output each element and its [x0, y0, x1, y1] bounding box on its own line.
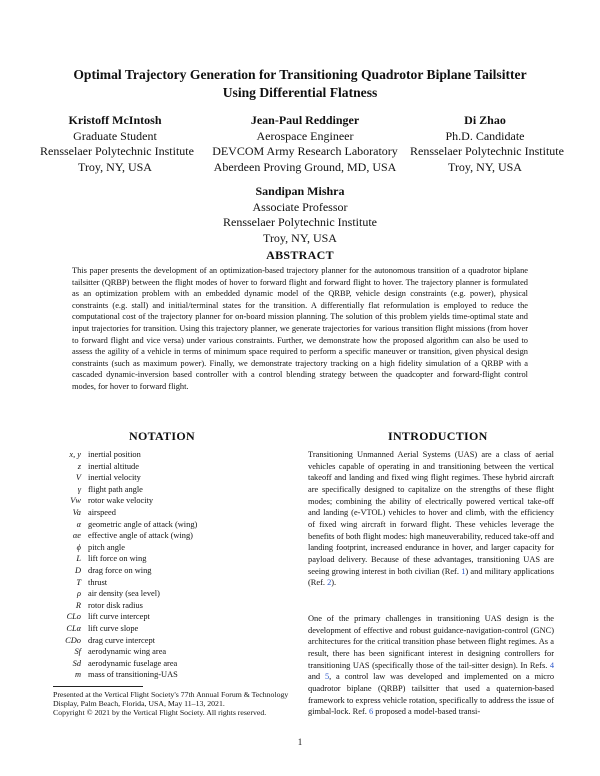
notation-description: mass of transitioning-UAS: [88, 670, 178, 680]
notation-symbol: CLα: [66, 623, 81, 633]
notation-item: [56, 611, 276, 623]
notation-item: [56, 507, 276, 519]
notation-symbol: V: [75, 473, 81, 483]
citation-link[interactable]: 1: [461, 566, 466, 576]
notation-description: effective angle of attack (wing): [88, 531, 193, 541]
author-name: Sandipan Mishra: [255, 184, 345, 198]
notation-symbol: CLo: [66, 612, 81, 622]
abstract-body: This paper presents the development of an optimization-based trajectory planner for the autonomous transition of a quadrotor biplane tailsitter (QRBP) between the flight modes of hover to forward flight and forward flight to hover. The trajectory planner is formulated as an optimization problem with an embedded dynamic model of the QRBP, vehicle design constraints (e.g. power), physical constraints (e.g. stall) and initial/terminal states for the transition. A differentially flat reformulation is employed to reduce the computational cost of the trajectory planner for on-board mission planning. The solution of this problem yields time-optimal state and input trajectories for transition. Using this trajectory planner, we generate trajectories for various transition flight missions (from hover to forward flight and vice versa) under various constraints. Further, we demonstrate how the proposed algorithm can also be used to assess the agility of a vehicle in terms of minimum space required to perform a specific maneuver or transition, given physical design constraints (such as maximum power). Finally, we demonstrate trajectory tracking on a high fidelity simulation of a QRBP with a cascaded dynamic-inversion based controller with a control blending strategy between the quadcopter and forward-flight control modes, for hover to forward flight.: [72, 266, 528, 391]
notation-symbol: m: [74, 670, 81, 680]
author-role: Graduate Student: [73, 128, 157, 143]
notation-description: lift curve slope: [88, 623, 139, 633]
citation-link[interactable]: 2: [327, 578, 332, 588]
notation-item: [56, 461, 276, 473]
citation-link[interactable]: 4: [549, 660, 554, 670]
notation-symbol: γ: [77, 484, 81, 494]
notation-item: [56, 658, 276, 670]
paper-title-line-2: Using Differential Flatness: [222, 85, 378, 100]
notation-symbol: L: [76, 554, 81, 564]
notation-symbol: x, y: [69, 450, 81, 459]
notation-description: inertial altitude: [88, 461, 139, 471]
intro-text: ).: [331, 578, 337, 588]
notation-symbol: z: [77, 461, 81, 471]
author-location: Troy, NY, USA: [448, 159, 522, 174]
notation-item: [56, 449, 276, 461]
author-3: [410, 113, 564, 175]
notation-symbol: Sf: [74, 647, 81, 657]
page-number: 1: [297, 737, 303, 747]
intro-text: One of the primary challenges in transitioning UAS design is the development of effective and robust guidance-navigation-control (GNC) architectures for the critical transition phase between flight regimes. As a result, there has been significant interest in designing controllers for transitioning UAS (specifically those of the tail-sitter design). In Refs.: [308, 614, 554, 670]
notation-description: drag force on wing: [88, 565, 152, 575]
citation-link[interactable]: 5: [324, 672, 330, 682]
notation-description: thrust: [88, 577, 108, 587]
notation-symbol: D: [74, 565, 81, 575]
notation-symbol: αe: [72, 531, 81, 541]
notation-description: inertial position: [88, 450, 141, 459]
notation-description: lift curve intercept: [88, 612, 150, 622]
notation-symbol: Vw: [70, 496, 81, 506]
notation-description: aerodynamic wing area: [88, 647, 167, 657]
introduction-heading: INTRODUCTION: [388, 429, 488, 443]
author-1: [40, 113, 194, 175]
notation-item: [56, 553, 276, 565]
notation-symbol: Sd: [72, 658, 81, 668]
notation-item: [56, 577, 276, 589]
abstract-heading: ABSTRACT: [266, 248, 334, 262]
author-role: Associate Professor: [252, 199, 348, 214]
notation-description: rotor disk radius: [88, 600, 143, 610]
intro-text: ) and military applications (Ref.: [308, 566, 554, 588]
author-2: [205, 113, 405, 175]
author-org: Rensselaer Polytechnic Institute: [223, 215, 377, 229]
author-role: Ph.D. Candidate: [445, 128, 525, 143]
notation-description: inertial velocity: [88, 473, 141, 483]
intro-text: , a control law was developed and implemented on a micro quadrotor biplane (QRBP) tailsitter that used a quaternion-based framework to express vehicle rotation, specifically to address the issue of gimbal-lock. Ref.: [308, 672, 555, 717]
notation-symbol: Va: [72, 507, 81, 517]
notation-item: [56, 542, 276, 554]
notation-item: [56, 635, 276, 647]
notation-description: lift force on wing: [88, 554, 147, 564]
footnote-presentation: Presented at the Vertical Flight Society's 77th Annual Forum & Technology Display, Palm Beach, Florida, USA, May 11–13, 2021.: [53, 690, 289, 709]
notation-symbol: R: [75, 600, 81, 610]
notation-symbol: α: [76, 519, 81, 529]
author-org: Rensselaer Polytechnic Institute: [40, 144, 194, 158]
notation-item: [56, 600, 276, 612]
notation-item: [56, 484, 276, 496]
author-block: [40, 113, 564, 174]
intro-text: Transitioning Unmanned Aerial Systems (UAS) are a class of aerial vehicles capable of operating in and transitioning between the vertical takeoff and landing and fixed wing flight regimes. These hybrid aircraft are specifically designed to capitalize on the strengths of these flight modes; combining the ability of electrically powered vertical take-off and landing (e-VTOL) vehicles to hover and climb, with the efficiency of fixed wing aircraft in forward flight. These vehicles leverage the benefits of both flight modes: high maneuverability, reduced take-off and landing footprint, increased endurance in hover, and larger capacity for payload delivery. Because of these advantages, transitioning UAS are seeing growing interest in both civilian (Ref.: [308, 450, 554, 576]
notation-item: [56, 669, 276, 681]
notation-description: airspeed: [88, 507, 116, 517]
notation-item: [56, 565, 276, 577]
intro-text: and: [308, 672, 325, 682]
notation-item: [56, 530, 276, 542]
author-4: [150, 184, 450, 246]
intro-paragraph-1: [308, 449, 554, 589]
author-name: Kristoff McIntosh: [68, 113, 162, 127]
author-org: DEVCOM Army Research Laboratory: [212, 144, 398, 158]
notation-description: drag curve intercept: [88, 635, 155, 645]
notation-symbol: CDo: [65, 635, 81, 645]
intro-paragraph-2: [308, 613, 554, 718]
intro-text: proposed a model-based transi-: [373, 707, 481, 717]
author-role: Aerospace Engineer: [256, 128, 354, 143]
footnote: [53, 690, 298, 718]
citation-link[interactable]: 6: [368, 707, 374, 717]
notation-description: aerodynamic fuselage area: [88, 658, 178, 668]
notation-symbol: ρ: [76, 589, 81, 599]
author-name: Jean-Paul Reddinger: [250, 113, 360, 127]
notation-symbol: ϕ: [76, 542, 81, 552]
author-location: Aberdeen Proving Ground, MD, USA: [213, 159, 397, 174]
notation-item: [56, 519, 276, 531]
notation-item: [56, 472, 276, 484]
author-location: Troy, NY, USA: [263, 230, 337, 245]
notation-item: [56, 623, 276, 635]
notation-item: [56, 646, 276, 658]
notation-description: flight path angle: [88, 484, 143, 494]
author-org: Rensselaer Polytechnic Institute: [410, 144, 564, 158]
notation-description: pitch angle: [88, 542, 125, 552]
notation-item: [56, 495, 276, 507]
notation-description: rotor wake velocity: [88, 496, 154, 506]
notation-description: air density (sea level): [88, 589, 160, 599]
notation-list: [56, 449, 276, 681]
footnote-divider: [53, 686, 143, 687]
author-location: Troy, NY, USA: [78, 159, 152, 174]
notation-description: geometric angle of attack (wing): [88, 519, 198, 529]
paper-title: [40, 66, 560, 102]
notation-symbol: T: [76, 577, 81, 587]
notation-heading: NOTATION: [129, 429, 195, 443]
author-name: Di Zhao: [464, 113, 506, 127]
paper-title-line-1: Optimal Trajectory Generation for Transitioning Quadrotor Biplane Tailsitter: [73, 67, 527, 82]
notation-item: [56, 588, 276, 600]
footnote-copyright: Copyright © 2021 by the Vertical Flight Society. All rights reserved.: [53, 708, 267, 718]
